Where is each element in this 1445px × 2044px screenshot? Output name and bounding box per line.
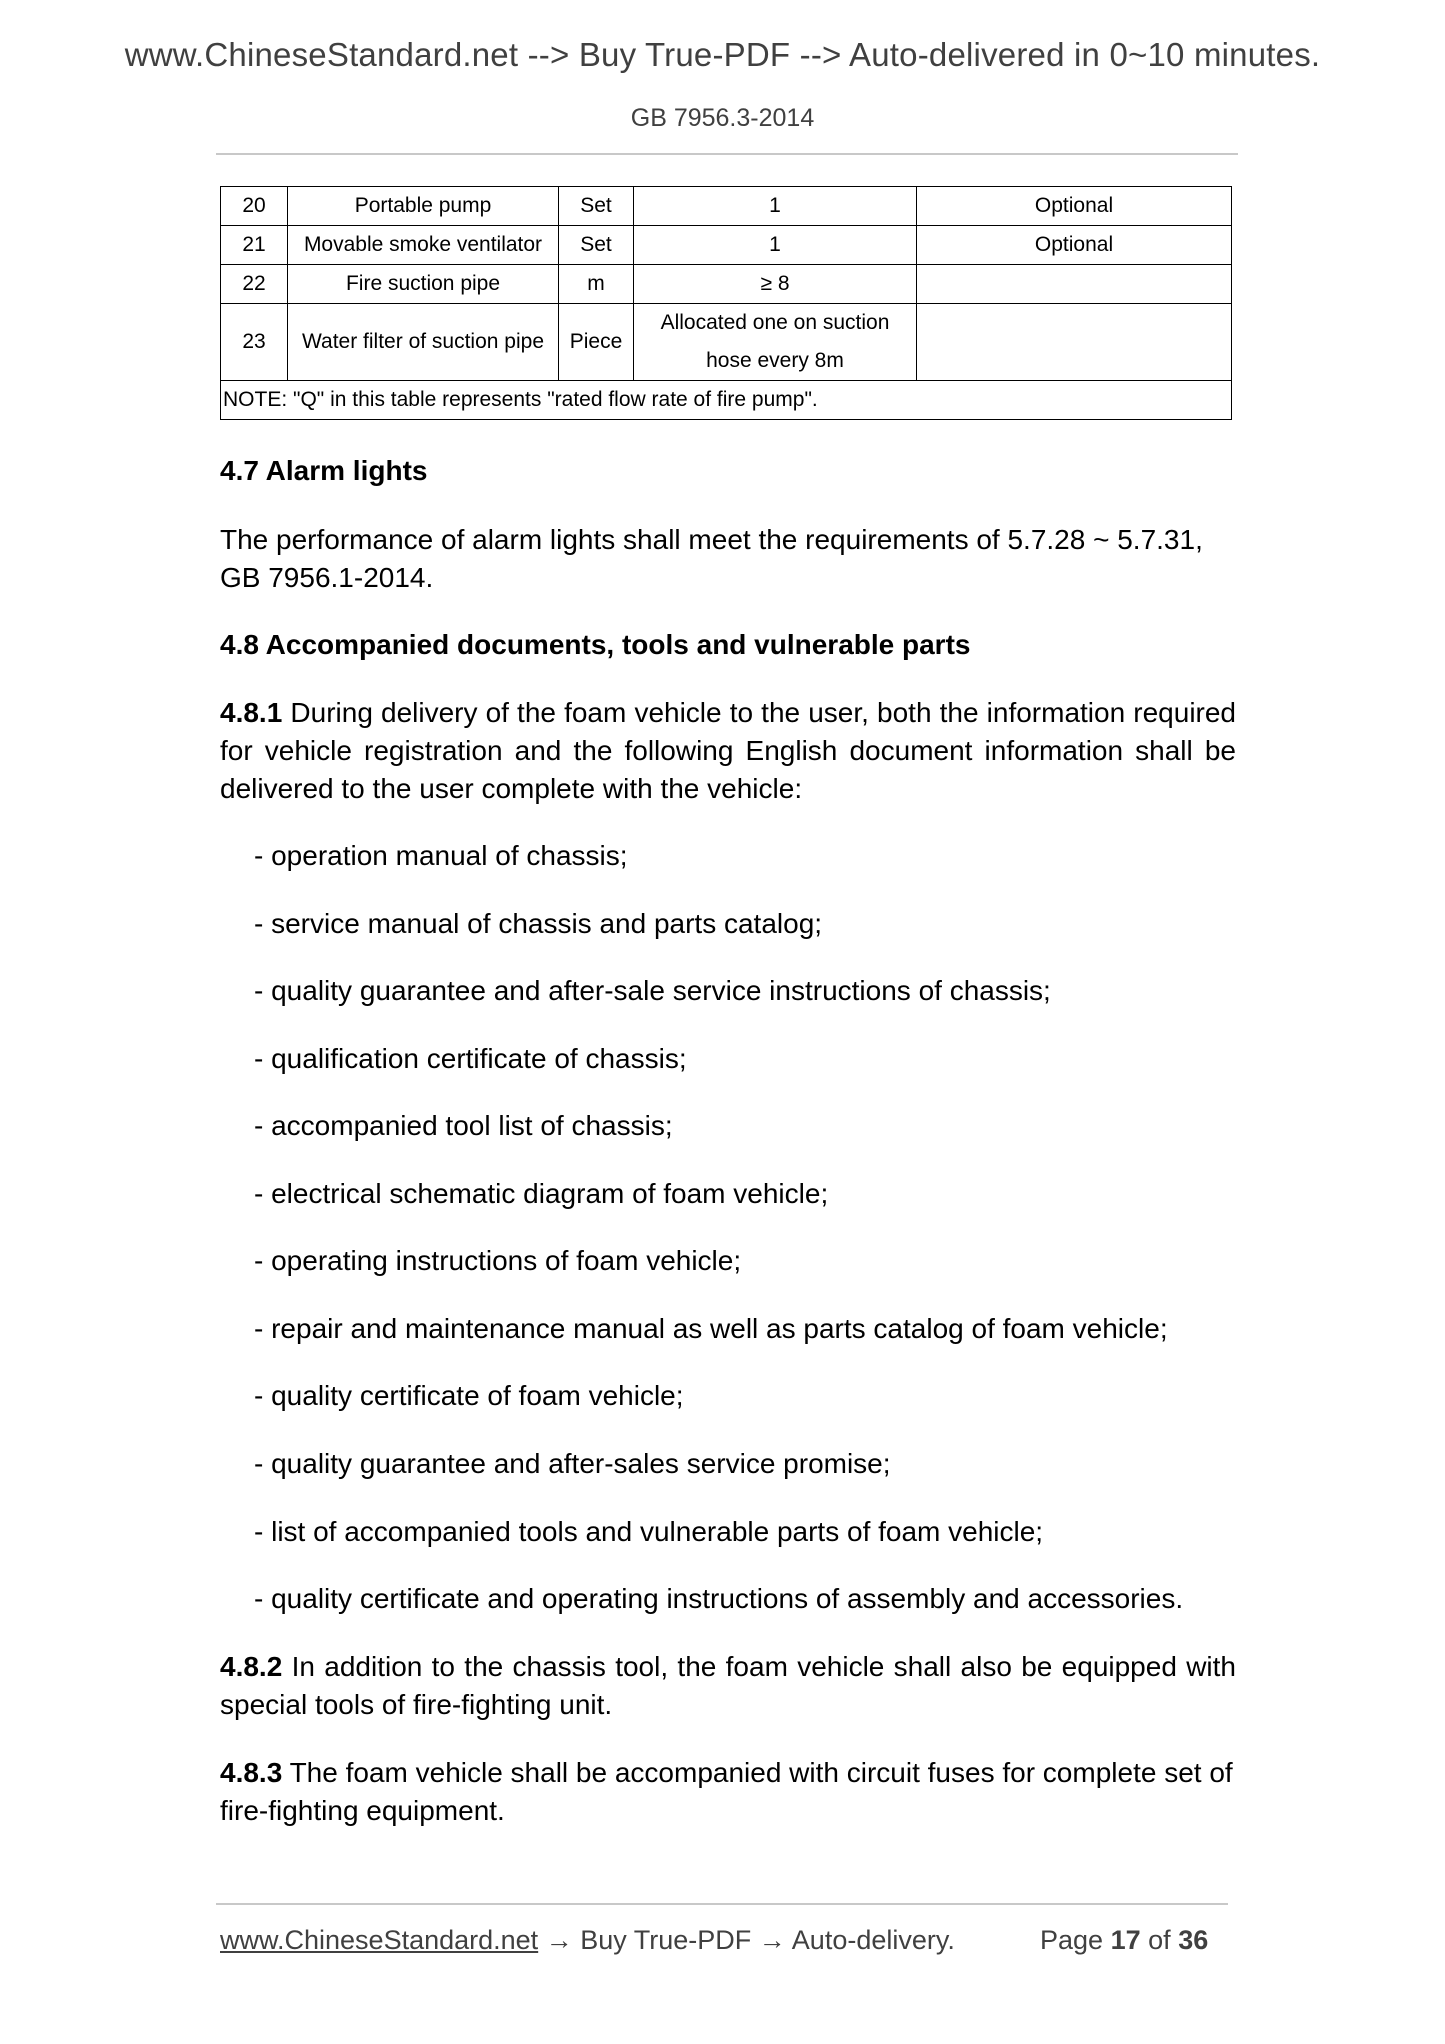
list-item: - quality certificate and operating instructions of assembly and accessories. — [254, 1583, 1184, 1614]
item-quantity: ≥ 8 — [634, 265, 917, 304]
row-number: 22 — [221, 265, 288, 304]
item-name: Movable smoke ventilator — [288, 226, 559, 265]
item-name: Water filter of suction pipe — [288, 304, 559, 381]
list-item: - service manual of chassis and parts catalog; — [254, 908, 823, 939]
paragraph-4-8-2 — [220, 1648, 1236, 1724]
list-item: - electrical schematic diagram of foam vehicle; — [254, 1178, 829, 1209]
row-number: 23 — [221, 304, 288, 381]
section-heading-4-7: 4.7 Alarm lights — [220, 455, 428, 486]
arrow-icon: → — [545, 1925, 573, 1955]
page-total: 36 — [1178, 1925, 1209, 1955]
item-name: Fire suction pipe — [288, 265, 559, 304]
list-item: - operating instructions of foam vehicle; — [254, 1245, 742, 1276]
table-note: NOTE: "Q" in this table represents "rated flow rate of fire pump". — [221, 381, 1232, 420]
of-label: of — [1148, 1925, 1171, 1955]
page-indicator — [1040, 1925, 1208, 1956]
item-remark — [917, 265, 1232, 304]
clause-number: 4.8.1 — [220, 697, 283, 728]
item-unit: Piece — [559, 304, 634, 381]
clause-number: 4.8.3 — [220, 1757, 283, 1788]
item-unit: Set — [559, 226, 634, 265]
item-remark: Optional — [917, 187, 1232, 226]
row-number: 20 — [221, 187, 288, 226]
paragraph-4-8-3 — [220, 1754, 1236, 1830]
item-unit: Set — [559, 187, 634, 226]
list-item: - quality guarantee and after-sales service promise; — [254, 1448, 891, 1479]
item-remark — [917, 304, 1232, 381]
list-item: - quality guarantee and after-sale service instructions of chassis; — [254, 975, 1051, 1006]
list-item: - quality certificate of foam vehicle; — [254, 1380, 684, 1411]
document-code: GB 7956.3-2014 — [630, 104, 815, 132]
list-item: - operation manual of chassis; — [254, 840, 628, 871]
footer-links — [220, 1925, 955, 1956]
table-row — [221, 304, 1232, 381]
item-name: Portable pump — [288, 187, 559, 226]
section-heading-4-8: 4.8 Accompanied documents, tools and vulnerable parts — [220, 629, 971, 660]
item-quantity-line: Allocated one on suction — [660, 311, 890, 334]
list-item: - list of accompanied tools and vulnerable parts of foam vehicle; — [254, 1516, 1044, 1547]
clause-text: The foam vehicle shall be accompanied with circuit fuses for complete set of fire-fighting equipment. — [220, 1757, 1233, 1826]
table-row — [221, 226, 1232, 265]
item-quantity — [634, 304, 917, 381]
item-quantity-line: hose every 8m — [706, 349, 844, 372]
paragraph-4-8-1 — [220, 694, 1236, 808]
footer-buy-text: Buy True-PDF — [580, 1925, 752, 1955]
item-unit: m — [559, 265, 634, 304]
item-quantity: 1 — [634, 226, 917, 265]
clause-text: In addition to the chassis tool, the foam vehicle shall also be equipped with special tools of fire-fighting unit. — [220, 1651, 1237, 1720]
clause-text: During delivery of the foam vehicle to the user, both the information required for vehicle registration and the following English document information shall be delivered to the user complete with the vehicle: — [220, 697, 1237, 804]
table-row — [221, 187, 1232, 226]
equipment-table — [220, 186, 1232, 420]
footer-delivery-text: Auto-delivery. — [791, 1925, 955, 1955]
header-divider — [216, 153, 1238, 155]
page-label: Page — [1040, 1925, 1104, 1955]
arrow-icon: → — [758, 1925, 786, 1955]
list-item: - repair and maintenance manual as well as parts catalog of foam vehicle; — [254, 1313, 1168, 1344]
list-item: - qualification certificate of chassis; — [254, 1043, 687, 1074]
table-note-row — [221, 381, 1232, 420]
footer-divider — [216, 1903, 1228, 1905]
footer-site-link[interactable]: www.ChineseStandard.net — [220, 1925, 539, 1955]
item-quantity: 1 — [634, 187, 917, 226]
section-text-4-7: The performance of alarm lights shall meet the requirements of 5.7.28 ~ 5.7.31, GB 7956.1-2014. — [220, 524, 1203, 593]
top-banner: www.ChineseStandard.net --> Buy True-PDF --> Auto-delivered in 0~10 minutes. — [124, 36, 1321, 73]
list-item: - accompanied tool list of chassis; — [254, 1110, 673, 1141]
page-number: 17 — [1110, 1925, 1141, 1955]
item-remark: Optional — [917, 226, 1232, 265]
row-number: 21 — [221, 226, 288, 265]
clause-number: 4.8.2 — [220, 1651, 283, 1682]
table-row — [221, 265, 1232, 304]
